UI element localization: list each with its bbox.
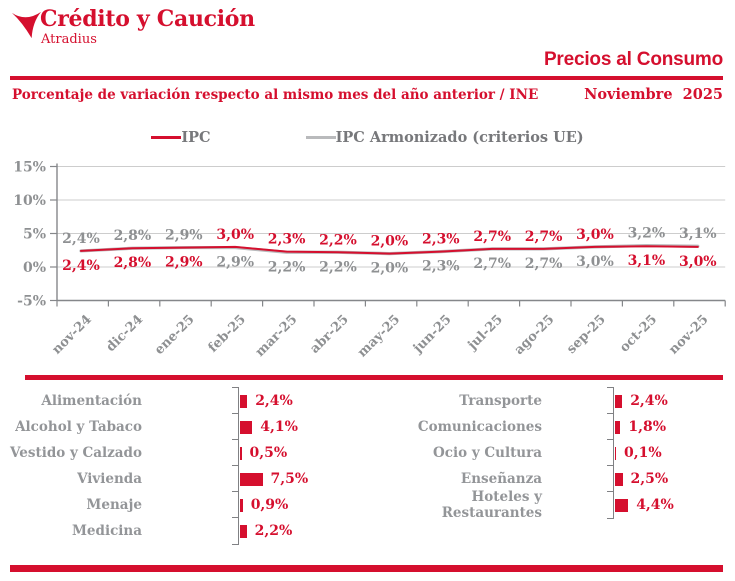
data-label-top: 2,3% — [267, 231, 306, 248]
brand-subname: Atradius — [41, 32, 97, 47]
category-value: 2,2% — [254, 523, 293, 539]
data-label-top: 2,7% — [524, 228, 563, 245]
month-label: sep-25 — [564, 312, 609, 357]
section-divider — [25, 375, 723, 380]
category-bar-zone — [613, 388, 732, 414]
month-label: jun-25 — [410, 312, 455, 357]
brand-logo — [10, 8, 255, 46]
month-label: may-25 — [354, 312, 404, 361]
legend-swatch — [306, 136, 336, 139]
category-label: Comunicaciones — [417, 419, 542, 435]
data-label-top: 2,0% — [370, 233, 409, 250]
category-label: Ocio y Cultura — [433, 445, 542, 461]
data-label-bottom: 3,1% — [627, 253, 666, 270]
category-bar — [240, 525, 247, 538]
category-bar — [240, 395, 247, 408]
category-bar-zone — [613, 440, 732, 466]
data-label-bottom: 2,9% — [216, 254, 255, 271]
category-breakdown — [10, 388, 735, 544]
category-column-left — [10, 388, 368, 544]
y-tick-label: 0% — [22, 260, 46, 276]
category-bar — [240, 421, 252, 434]
category-bar-zone — [613, 492, 732, 518]
swallow-bird-icon — [10, 10, 42, 40]
legend-swatch — [151, 136, 181, 139]
month-label: feb-25 — [205, 312, 250, 356]
data-label-top: 2,4% — [62, 230, 100, 247]
category-bar-zone — [238, 388, 368, 414]
category-bar-zone — [613, 414, 732, 440]
category-label: Medicina — [71, 523, 142, 539]
data-label-top: 2,3% — [421, 231, 460, 248]
category-value: 1,8% — [628, 419, 667, 435]
data-label-bottom: 2,0% — [370, 260, 409, 277]
category-bar — [615, 447, 616, 460]
month-label: oct-25 — [617, 312, 661, 356]
month-label: abr-25 — [307, 312, 352, 357]
y-tick-label: 15% — [13, 159, 46, 176]
data-label-top: 3,0% — [576, 226, 614, 243]
category-bar — [615, 473, 623, 486]
category-value: 4,1% — [260, 419, 298, 435]
legend-label: IPC — [181, 129, 211, 146]
report-period: Noviembre 2025 — [584, 86, 723, 103]
category-label: Vivienda — [77, 471, 142, 487]
data-label-bottom: 3,0% — [576, 253, 614, 270]
x-axis-labels — [49, 312, 711, 360]
chart-subtitle: Porcentaje de variación respecto al mismo mes del año anterior / INE — [12, 87, 539, 103]
category-value: 0,5% — [249, 445, 288, 461]
category-row — [10, 518, 368, 544]
legend-item-ipc — [151, 129, 210, 146]
month-label: ago-25 — [511, 312, 558, 358]
category-row — [10, 414, 368, 440]
category-label: Menaje — [86, 497, 142, 513]
data-label-top: 2,9% — [164, 227, 203, 244]
category-bar-zone — [613, 466, 732, 492]
category-row — [10, 492, 368, 518]
data-label-top: 3,2% — [627, 225, 666, 242]
data-label-top: 2,2% — [319, 232, 357, 249]
category-bar — [615, 395, 622, 408]
month-label: ene-25 — [152, 312, 198, 358]
category-row — [382, 489, 732, 521]
header-divider — [10, 76, 723, 80]
category-bar-zone — [238, 440, 368, 466]
data-label-top: 2,7% — [473, 228, 512, 245]
category-bar — [615, 499, 628, 512]
category-label: Transporte — [459, 393, 542, 409]
data-label-bottom: 2,3% — [421, 258, 460, 275]
data-label-bottom: 2,7% — [524, 255, 563, 272]
category-value: 0,9% — [250, 497, 289, 513]
y-tick-label: 5% — [22, 226, 46, 243]
footer-bar — [10, 565, 723, 572]
category-label: Vestido y Calzado — [10, 445, 142, 461]
data-label-top: 3,1% — [678, 226, 717, 243]
category-bar-zone — [238, 466, 368, 492]
category-value: 2,5% — [630, 471, 669, 487]
category-bar — [240, 473, 263, 486]
category-row — [382, 414, 732, 440]
ipc-line-chart — [0, 155, 735, 375]
legend-label: IPC Armonizado (criterios UE) — [335, 129, 584, 146]
category-value: 2,4% — [255, 393, 293, 409]
data-label-bottom: 2,4% — [62, 257, 100, 274]
month-label: nov-25 — [666, 312, 712, 358]
y-tick-label: 10% — [13, 193, 46, 209]
category-label: Alcohol y Tabaco — [15, 419, 142, 435]
category-row — [10, 388, 368, 414]
category-row — [382, 388, 732, 414]
data-label-top: 3,0% — [216, 226, 255, 243]
category-bar — [240, 499, 243, 512]
category-bar — [615, 421, 620, 434]
category-bar-zone — [238, 518, 368, 544]
data-label-bottom: 2,7% — [473, 255, 512, 272]
month-label: nov-24 — [49, 312, 95, 358]
brand-name: Crédito y Caución — [40, 6, 255, 32]
category-row — [382, 440, 732, 466]
data-label-bottom: 3,0% — [678, 253, 717, 270]
chart-legend — [0, 129, 735, 146]
category-value: 2,4% — [630, 393, 668, 409]
data-label-bottom: 2,8% — [113, 255, 152, 272]
category-value: 7,5% — [270, 471, 309, 487]
category-label: Enseñanza — [460, 471, 542, 487]
category-row — [10, 440, 368, 466]
y-tick-label: -5% — [17, 293, 46, 310]
category-value: 4,4% — [636, 497, 674, 513]
data-label-top: 2,8% — [113, 228, 152, 245]
category-column-right — [382, 388, 732, 544]
category-bar-zone — [238, 414, 368, 440]
month-label: mar-25 — [252, 312, 301, 360]
category-bar-zone — [238, 492, 368, 518]
month-label: jul-25 — [465, 312, 507, 353]
page-title: Precios al Consumo — [543, 49, 723, 70]
legend-item-ipc-armonizado — [306, 129, 584, 146]
category-label: Hoteles y Restaurantes — [441, 489, 542, 521]
data-label-bottom: 2,2% — [319, 259, 357, 276]
data-label-bottom: 2,2% — [267, 259, 306, 276]
category-label: Alimentación — [41, 393, 142, 409]
category-bar — [240, 447, 242, 460]
month-label: dic-24 — [103, 312, 147, 355]
data-label-bottom: 2,9% — [164, 254, 203, 271]
category-row — [10, 466, 368, 492]
category-value: 0,1% — [624, 445, 662, 461]
